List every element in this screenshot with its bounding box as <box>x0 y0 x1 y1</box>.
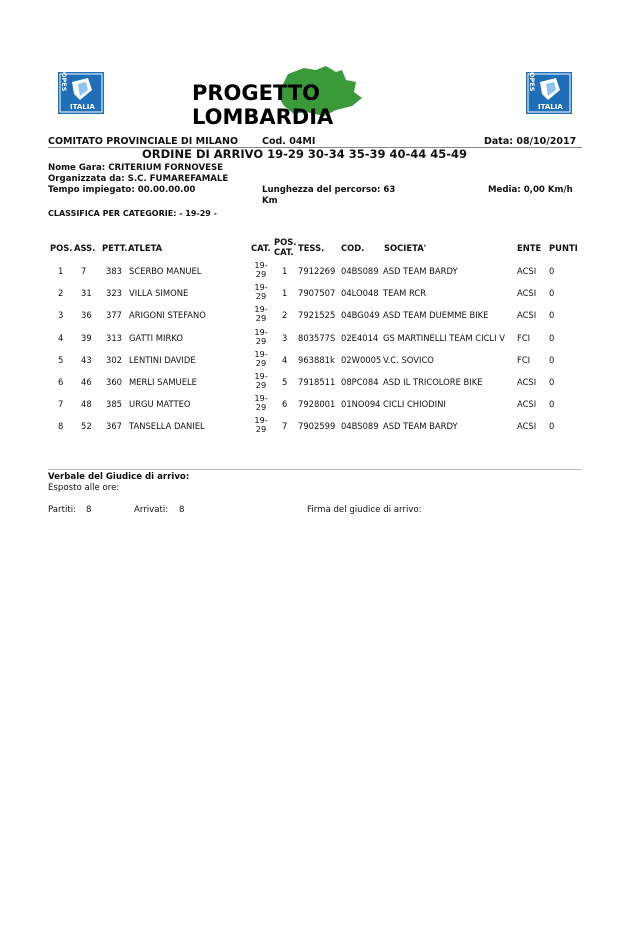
cell-tess: 7921525 <box>298 310 336 321</box>
cell-pos: 6 <box>58 377 64 387</box>
col-tess: TESS. <box>298 243 325 253</box>
col-atleta: ATLETA <box>128 243 163 253</box>
cell-pos: 2 <box>58 288 64 299</box>
cell-punti: 0 <box>549 266 555 276</box>
col-poscat-1: POS. <box>274 237 297 247</box>
cell-cod: 04BG049 <box>341 310 380 321</box>
cell-cat <box>251 328 271 346</box>
cell-poscat: 5 <box>282 377 288 387</box>
cell-pett: 385 <box>106 399 122 410</box>
verbale-label: Verbale del Giudice di arrivo: <box>48 472 190 482</box>
cell-ente: FCI <box>517 332 531 343</box>
cell-punti: 0 <box>549 421 555 432</box>
cell-cod: 02W0005 <box>341 354 382 365</box>
cell-poscat: 3 <box>282 332 288 343</box>
logo-text-opes: OPES <box>60 72 68 92</box>
logo-text-italia: ITALIA <box>70 103 95 111</box>
cell-pett: 302 <box>106 354 122 365</box>
committee-name: COMITATO PROVINCIALE DI MILANO <box>48 136 239 147</box>
cell-atleta: GATTI MIRKO <box>129 332 183 343</box>
col-pos: POS. <box>50 243 73 253</box>
cell-cat-line1: 19- <box>254 282 268 293</box>
cell-pos: 7 <box>58 399 64 410</box>
cell-tess: 7912269 <box>298 266 336 276</box>
cell-atleta: SCERBO MANUEL <box>129 266 202 276</box>
cell-societa: V.C. SOVICO <box>383 354 434 365</box>
cell-pett: 323 <box>106 288 122 299</box>
category-heading: CLASSIFICA PER CATEGORIE: - 19-29 - <box>48 209 217 218</box>
cell-atleta: ARIGONI STEFANO <box>129 310 206 321</box>
firma-label: Firma del giudice di arrivo: <box>307 505 422 515</box>
cell-cat <box>251 372 271 390</box>
cell-ass: 46 <box>81 377 92 387</box>
cell-atleta: TANSELLA DANIEL <box>129 421 205 432</box>
cell-ente: ACSI <box>517 421 537 432</box>
progetto-lombardia-banner <box>186 66 446 129</box>
cell-cat-line1: 19- <box>254 371 268 381</box>
cell-cat <box>251 416 271 434</box>
cell-poscat: 4 <box>282 354 288 365</box>
cell-poscat: 1 <box>282 266 288 276</box>
cell-cat-line1: 19- <box>254 326 268 337</box>
arrivati-label: Arrivati: <box>134 505 169 515</box>
footer-divider <box>48 469 582 470</box>
cell-punti: 0 <box>549 288 555 299</box>
cell-punti: 0 <box>549 377 555 387</box>
cell-tess: 7918511 <box>298 377 336 387</box>
cell-atleta: LENTINI DAVIDE <box>129 354 196 365</box>
cell-atleta: MERLI SAMUELE <box>129 377 197 387</box>
cell-tess: 7902599 <box>298 421 336 432</box>
cell-cat-line2: 29 <box>255 313 267 324</box>
race-average: Media: 0,00 Km/h <box>488 185 573 195</box>
document-date: Data: 08/10/2017 <box>484 136 577 147</box>
race-time: Tempo impiegato: 00.00.00.00 <box>48 185 196 195</box>
col-punti: PUNTI <box>549 243 578 253</box>
cell-tess: 803577S <box>298 332 336 343</box>
cell-cat <box>251 261 271 279</box>
cell-ente: ACSI <box>517 266 537 276</box>
cell-poscat: 6 <box>282 399 288 410</box>
cell-cod: 08PC084 <box>341 377 379 387</box>
cell-ass: 39 <box>81 332 92 343</box>
cell-cat-line2: 29 <box>255 380 267 390</box>
cell-atleta: VILLA SIMONE <box>129 288 189 299</box>
cell-ente: ACSI <box>517 399 537 410</box>
cell-cat-line1: 19- <box>254 260 268 270</box>
cell-pos: 3 <box>58 310 64 321</box>
logo-text-opes: OPES <box>528 72 536 92</box>
cell-tess: 7928001 <box>298 399 336 410</box>
cell-cat-line2: 29 <box>255 357 267 368</box>
col-ente: ENTE <box>517 243 542 253</box>
cell-punti: 0 <box>549 332 555 343</box>
cell-atleta: URGU MATTEO <box>129 399 191 410</box>
cell-pett: 360 <box>106 377 122 387</box>
cell-cod: 01NO094 <box>341 399 381 410</box>
cell-cod: 04BS089 <box>341 266 379 276</box>
race-organizer: Organizzata da: S.C. FUMAREFAMALE <box>48 174 229 184</box>
cell-cat <box>251 350 271 368</box>
cell-cat-line1: 19- <box>254 415 268 426</box>
cell-pett: 383 <box>106 266 122 276</box>
cell-pos: 5 <box>58 354 64 365</box>
cell-cat-line1: 19- <box>254 393 268 404</box>
partiti-label: Partiti: <box>48 505 77 515</box>
cell-societa: ASD IL TRICOLORE BIKE <box>383 377 483 387</box>
col-ass: ASS. <box>74 243 96 253</box>
cell-cat <box>251 305 271 323</box>
cell-societa: GS MARTINELLI TEAM CICLI V <box>383 332 505 343</box>
cell-ass: 48 <box>81 399 92 410</box>
cell-pos: 4 <box>58 332 64 343</box>
committee-code: Cod. 04MI <box>262 136 316 147</box>
col-cat: CAT. <box>251 243 271 253</box>
cell-ass: 36 <box>81 310 92 321</box>
cell-poscat: 7 <box>282 421 288 432</box>
cell-tess: 7907507 <box>298 288 336 299</box>
cell-ente: ACSI <box>517 310 537 321</box>
esposto-label: Esposto alle ore: <box>48 483 120 493</box>
cell-societa: TEAM RCR <box>383 288 427 299</box>
cell-cat-line2: 29 <box>255 291 267 302</box>
logo-text-italia: ITALIA <box>538 103 563 111</box>
opes-italia-logo-right <box>526 72 572 114</box>
partiti-value: 8 <box>86 505 92 515</box>
col-cod: COD. <box>341 243 365 253</box>
cell-societa: ASD TEAM DUEMME BIKE <box>383 310 489 321</box>
cell-ente: ACSI <box>517 288 537 299</box>
cell-cod: 04LO048 <box>341 288 379 299</box>
cell-pett: 367 <box>106 421 122 432</box>
col-pett: PETT. <box>102 243 128 253</box>
cell-punti: 0 <box>549 354 555 365</box>
cell-ente: ACSI <box>517 377 537 387</box>
cell-ass: 7 <box>81 266 87 276</box>
cell-punti: 0 <box>549 310 555 321</box>
cell-cat-line1: 19- <box>254 348 268 359</box>
cell-societa: ASD TEAM BARDY <box>383 266 458 276</box>
cell-cat <box>251 283 271 301</box>
arrivati-value: 8 <box>179 505 185 515</box>
cell-poscat: 2 <box>282 310 288 321</box>
cell-ente: FCI <box>517 354 531 365</box>
race-name: Nome Gara: CRITERIUM FORNOVESE <box>48 163 224 173</box>
cell-ass: 52 <box>81 421 92 432</box>
page-title: ORDINE DI ARRIVO 19-29 30-34 35-39 40-44 45-49 <box>142 147 468 161</box>
cell-cat-line2: 29 <box>255 269 267 279</box>
cell-cat-line2: 29 <box>255 402 267 413</box>
cell-societa: ASD TEAM BARDY <box>383 421 458 432</box>
cell-punti: 0 <box>549 399 555 410</box>
cell-cat-line2: 29 <box>255 335 267 346</box>
col-poscat-2: CAT. <box>274 247 294 257</box>
race-length: Lunghezza del percorso: 63 <box>262 185 396 195</box>
opes-italia-logo-left <box>58 72 104 114</box>
cell-pos: 1 <box>58 266 64 276</box>
cell-pos: 8 <box>58 421 64 432</box>
cell-pett: 313 <box>106 332 122 343</box>
cell-cat-line1: 19- <box>254 304 268 315</box>
col-societa: SOCIETA' <box>384 243 427 253</box>
cell-cod: 04BS089 <box>341 421 379 432</box>
cell-cod: 02E4014 <box>341 332 379 343</box>
banner-title: PROGETTO LOMBARDIA <box>192 81 334 129</box>
cell-societa: CICLI CHIODINI <box>383 399 446 410</box>
cell-ass: 43 <box>81 354 92 365</box>
cell-pett: 377 <box>106 310 122 321</box>
cell-cat <box>251 394 271 412</box>
cell-ass: 31 <box>81 288 92 299</box>
cell-cat-line2: 29 <box>255 424 267 435</box>
race-length-unit: Km <box>262 196 278 206</box>
cell-tess: 963881k <box>298 354 335 365</box>
cell-poscat: 1 <box>282 288 288 299</box>
